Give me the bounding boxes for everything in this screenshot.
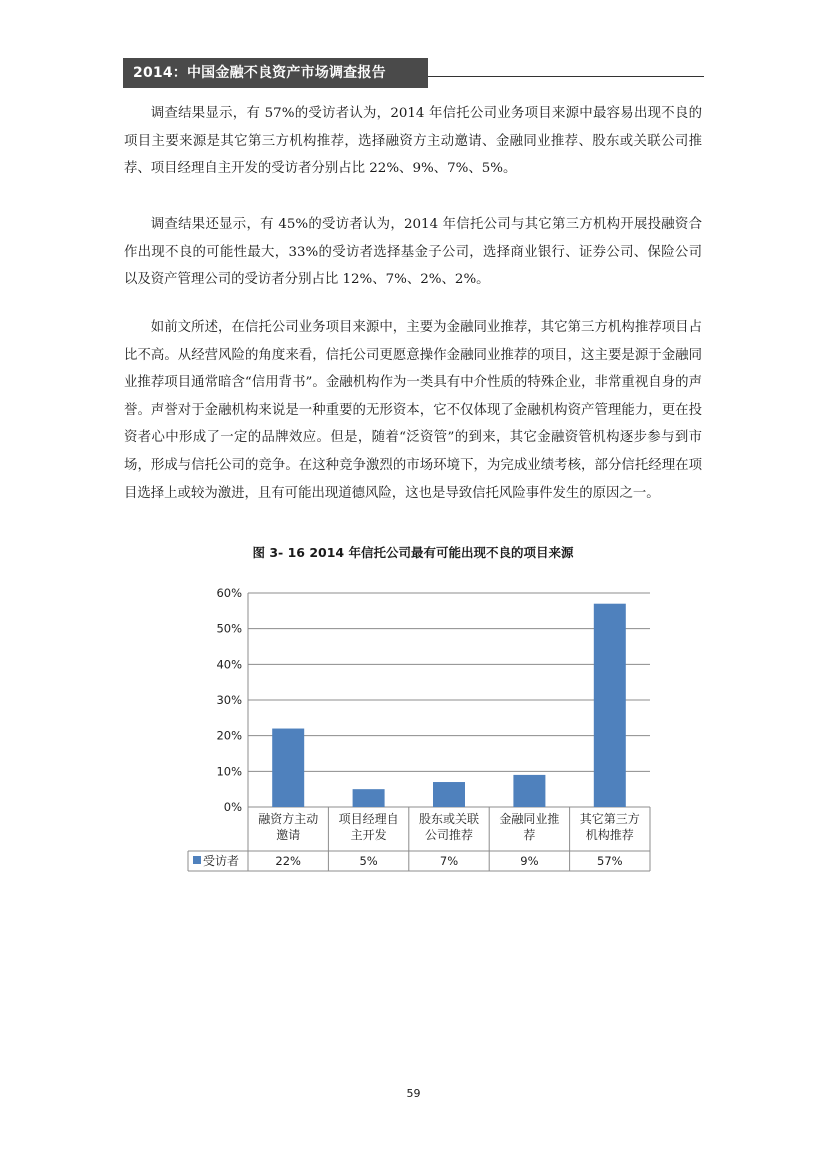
category-label: 金融同业推	[499, 812, 560, 826]
y-tick-label: 0%	[223, 800, 242, 814]
category-label: 公司推荐	[424, 828, 474, 842]
y-tick-label: 40%	[216, 657, 242, 672]
paragraph-1: 调查结果显示，有 57%的受访者认为，2014 年信托公司业务项目来源中最容易出现不良的项目主要来源是其它第三方机构推荐，选择融资方主动邀请、金融同业推荐、股东或关联公司推荐、项目经理自主开发的受访者分别占比 22%、9%、7%、5%。	[124, 106, 702, 177]
y-tick-label: 30%	[216, 693, 242, 707]
legend-swatch	[193, 856, 201, 864]
bar	[513, 775, 545, 807]
legend-label: 受访者	[203, 854, 240, 868]
category-label: 主开发	[350, 828, 387, 842]
page-number: 59	[406, 1087, 421, 1100]
category-label: 荐	[523, 828, 536, 842]
paragraph-3: 如前文所述，在信托公司业务项目来源中，主要为金融同业推荐，其它第三方机构推荐项目占比不高。从经营风险的角度来看，信托公司更愿意操作金融同业推荐的项目，这主要是源于金融同业推荐项目通常暗含“信用背书”。金融机构作为一类具有中介性质的特殊企业，非常重视自身的声誉。声誉对于金融机构来说是一种重要的无形资本，它不仅体现了金融机构资产管理能力，更在投资者心中形成了一定的品牌效应。但是，随着“泛资管”的到来，其它金融资管机构逐步参与到市场，形成与信托公司的竞争。在这种竞争激烈的市场环境下，为完成业绩考核，部分信托经理在项目选择上或较为激进，且有可能出现道德风险，这也是导致信托风险事件发生的原因之一。	[124, 320, 702, 501]
category-label: 项目经理自	[338, 812, 399, 826]
category-label: 其它第三方	[579, 812, 640, 826]
category-label: 机构推荐	[585, 828, 634, 842]
category-label: 邀请	[276, 828, 301, 842]
y-tick-label: 20%	[216, 728, 242, 743]
bar	[433, 782, 465, 807]
bar	[272, 729, 304, 807]
paragraph-2: 调查结果还显示，有 45%的受访者认为，2014 年信托公司与其它第三方机构开展投融资合作出现不良的可能性最大，33%的受访者选择基金子公司，选择商业银行、证券公司、保险公司以及资产管理公司的受访者分别占比 12%、7%、2%、2%。	[124, 217, 702, 288]
data-label: 57%	[597, 854, 623, 868]
bar	[353, 789, 385, 807]
y-tick-label: 60%	[216, 586, 242, 600]
bar	[594, 604, 626, 807]
data-label: 22%	[275, 854, 301, 868]
bar-chart	[180, 580, 660, 880]
data-label: 5%	[359, 854, 378, 868]
data-label: 9%	[520, 854, 539, 868]
category-label: 股东或关联	[418, 812, 480, 826]
category-label: 融资方主动	[258, 812, 319, 826]
report-title: 2014：中国金融不良资产市场调查报告	[133, 65, 386, 81]
header-rule	[428, 76, 704, 77]
y-tick-label: 10%	[216, 764, 242, 779]
figure-caption: 图 3- 16 2014 年信托公司最有可能出现不良的项目来源	[252, 545, 574, 560]
y-tick-label: 50%	[216, 621, 242, 636]
data-label: 7%	[439, 854, 459, 868]
header-band	[123, 58, 428, 88]
